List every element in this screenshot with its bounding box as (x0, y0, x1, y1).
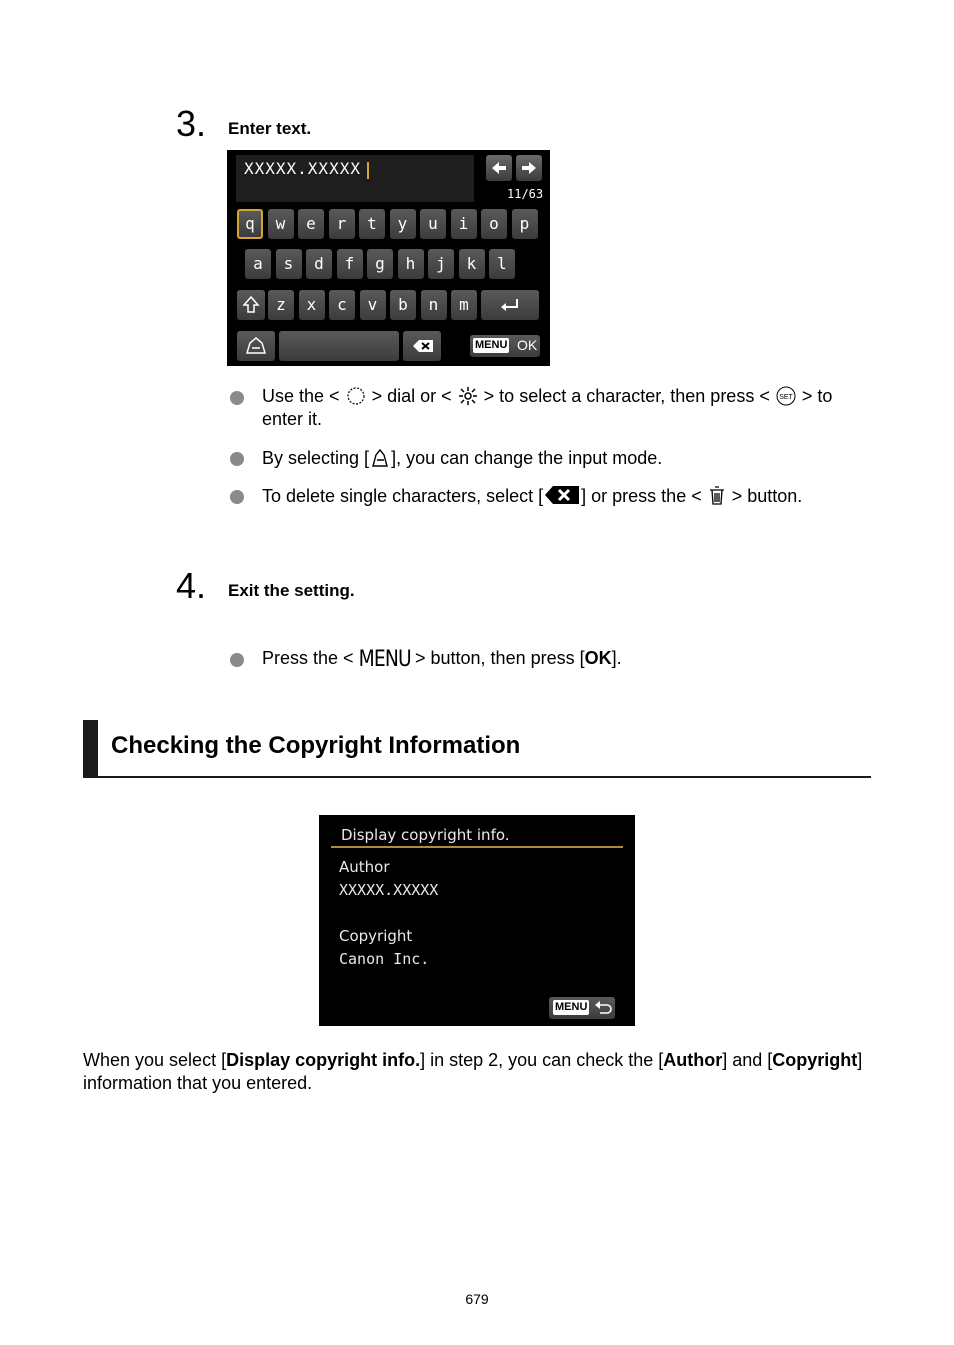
bullet-text: To delete single characters, select [ ] or press the < > button. (262, 486, 803, 506)
arrow-left-icon (486, 155, 512, 181)
ok-label: OK (517, 337, 538, 353)
section-bar (83, 720, 98, 777)
menu-button-label: MENU (358, 647, 411, 672)
key-k[interactable]: k (459, 249, 485, 279)
key-h[interactable]: h (398, 249, 424, 279)
menu-badge: MENU (555, 1001, 588, 1013)
menu-badge: MENU (475, 339, 508, 351)
trash-icon (707, 484, 727, 506)
key-w[interactable]: w (268, 209, 294, 239)
key-z[interactable]: z (268, 290, 294, 320)
key-c[interactable]: c (329, 290, 355, 320)
menu-back-button[interactable] (549, 997, 615, 1019)
shift-icon (238, 290, 264, 320)
space-key[interactable] (279, 331, 399, 361)
bullet-dot (230, 490, 244, 504)
step-3-title: Enter text. (228, 119, 312, 138)
text-entry-screen (227, 150, 550, 366)
key-r[interactable]: r (329, 209, 355, 239)
step-4-title: Exit the setting. (228, 581, 355, 600)
bullet-dot (230, 391, 244, 405)
bullet-input-mode (230, 446, 870, 470)
section-divider (83, 776, 871, 778)
text-input-value: XXXXX.XXXXX (244, 159, 361, 178)
key-p[interactable]: p (512, 209, 538, 239)
return-icon (593, 999, 613, 1017)
backspace-icon (543, 484, 581, 506)
bullet-text: Use the < > dial or < > to select a character, then press < SET > to enter it. (262, 386, 833, 429)
shift-key[interactable] (237, 290, 265, 320)
bullet-dot (230, 452, 244, 466)
header-underline (331, 846, 623, 848)
key-n[interactable]: n (421, 290, 447, 320)
key-j[interactable]: j (428, 249, 454, 279)
key-f[interactable]: f (337, 249, 363, 279)
key-o[interactable]: o (481, 209, 507, 239)
body-paragraph: When you select [Display copyright info.] in step 2, you can check the [Author] and [Copyright] information that you entered. (83, 1050, 863, 1093)
key-m[interactable]: m (451, 290, 477, 320)
key-i[interactable]: i (451, 209, 477, 239)
bullet-delete (230, 484, 870, 508)
key-y[interactable]: y (390, 209, 416, 239)
bullet-text: Press the < MENU > button, then press [OK]. (262, 647, 622, 672)
input-mode-key[interactable] (237, 331, 275, 361)
key-g[interactable]: g (367, 249, 393, 279)
text-cursor (367, 162, 369, 179)
cursor-right-button[interactable] (516, 155, 542, 181)
enter-key[interactable] (481, 290, 539, 320)
key-a[interactable]: a (245, 249, 271, 279)
screen-header: Display copyright info. (341, 826, 510, 844)
key-b[interactable]: b (390, 290, 416, 320)
copyright-value: Canon Inc. (339, 950, 430, 968)
step-4-number: 4. (176, 565, 207, 606)
bullet-select-character (230, 385, 870, 431)
enter-icon (481, 290, 539, 320)
menu-ok-key[interactable] (470, 335, 540, 357)
text-input-field[interactable] (236, 155, 474, 202)
section-title: Checking the Copyright Information (111, 732, 521, 759)
svg-text:SET: SET (779, 394, 793, 401)
key-d[interactable]: d (306, 249, 332, 279)
key-l[interactable]: l (489, 249, 515, 279)
bullet-dot (230, 653, 244, 667)
cursor-left-button[interactable] (486, 155, 512, 181)
bullet-exit (230, 647, 870, 671)
key-s[interactable]: s (276, 249, 302, 279)
ok-bold: OK (584, 648, 612, 668)
bullet-text: By selecting [ ], you can change the input mode. (262, 448, 663, 468)
input-mode-icon (369, 446, 391, 468)
backspace-icon (403, 331, 441, 361)
copyright-label: Copyright (339, 927, 413, 945)
key-t[interactable]: t (359, 209, 385, 239)
input-mode-icon (237, 331, 275, 361)
author-value: XXXXX.XXXXX (339, 881, 439, 899)
multi-controller-icon (457, 386, 479, 406)
key-q[interactable]: q (237, 209, 263, 239)
main-dial-icon (345, 386, 367, 406)
key-u[interactable]: u (420, 209, 446, 239)
key-x[interactable]: x (299, 290, 325, 320)
arrow-right-icon (516, 155, 542, 181)
set-button-icon (775, 386, 797, 406)
page-number: 679 (465, 1291, 489, 1307)
delete-key[interactable] (403, 331, 441, 361)
char-counter: 11/63 (507, 187, 544, 201)
step-3-number: 3. (176, 103, 207, 144)
key-v[interactable]: v (360, 290, 386, 320)
copyright-info-screen (319, 815, 635, 1026)
key-e[interactable]: e (298, 209, 324, 239)
author-label: Author (339, 858, 390, 876)
